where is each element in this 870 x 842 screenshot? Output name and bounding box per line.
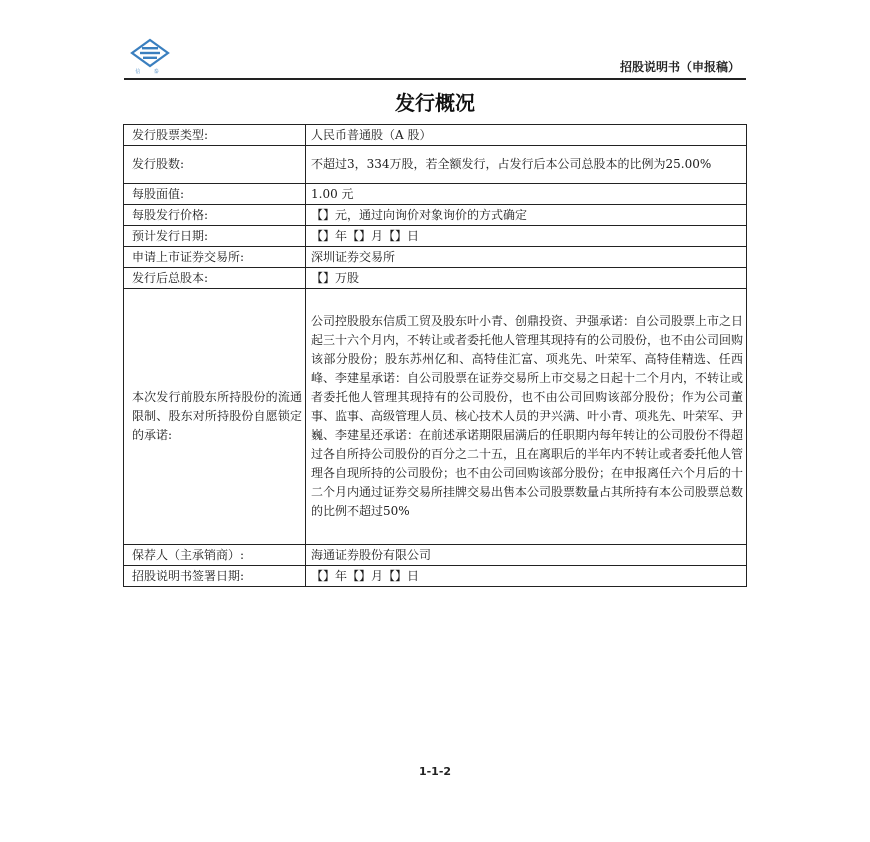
row-value: 【】元，通过向询价对象询价的方式确定 <box>306 205 747 226</box>
row-value: 公司控股股东信质工贸及股东叶小青、创鼎投资、尹强承诺：自公司股票上市之日起三十六个月内，不转让或者委托他人管理其现持有的公司股份，也不由公司回购该部分股份；股东苏州亿和、高特佳汇富、项兆先、叶荣军、高特佳精选、任西峰、李建星承诺：自公司股票在证券交易所上市交易之日起十二个月内，不转让或者委托他人管理其现持有的公司股份，也不由公司回购该部分股份；作为公司董事、监事、高级管理人员、核心技术人员的尹兴满、叶小青、项兆先、叶荣军、尹巍、李建星还承诺：在前述承诺期限届满后的任职期内每年转让的公司股份不得超过各自所持公司股份的百分之二十五，且在离职后的半年内不转让或者委托他人管理各自现所持的公司股份；也不由公司回购该部分股份；在申报离任六个月后的十二个月内通过证券交易所挂牌交易出售本公司股票数量占其所持有本公司股票总数的比例不超过50% <box>306 289 747 545</box>
row-label: 发行后总股本: <box>124 268 306 289</box>
table-row <box>124 226 747 247</box>
row-label: 本次发行前股东所持股份的流通限制、股东对所持股份自愿锁定的承诺: <box>124 289 306 545</box>
page-title: 发行概况 <box>395 91 475 115</box>
table-row <box>124 545 747 566</box>
table-row <box>124 184 747 205</box>
row-value: 人民币普通股（A 股） <box>306 125 747 146</box>
document-type-label: 招股说明书（申报稿） <box>619 60 740 74</box>
row-value: 【】万股 <box>306 268 747 289</box>
row-value: 海通证券股份有限公司 <box>306 545 747 566</box>
row-label: 预计发行日期: <box>124 226 306 247</box>
row-label: 保荐人（主承销商）: <box>124 545 306 566</box>
row-value: 【】年【】月【】日 <box>306 226 747 247</box>
table-row <box>124 566 747 587</box>
company-logo <box>128 38 172 76</box>
row-label: 每股发行价格: <box>124 205 306 226</box>
row-label: 申请上市证券交易所: <box>124 247 306 268</box>
company-logo-icon <box>128 38 172 68</box>
logo-text: 信 泰 <box>135 69 165 75</box>
offering-overview-table <box>123 124 747 587</box>
row-value: 1.00 元 <box>306 184 747 205</box>
table-row <box>124 289 747 545</box>
header-divider <box>124 78 746 80</box>
row-label: 招股说明书签署日期: <box>124 566 306 587</box>
row-value: 【】年【】月【】日 <box>306 566 747 587</box>
table-row <box>124 146 747 184</box>
row-label: 发行股数: <box>124 146 306 184</box>
table-row <box>124 205 747 226</box>
table-row <box>124 125 747 146</box>
row-label: 每股面值: <box>124 184 306 205</box>
table-row <box>124 268 747 289</box>
page-number: 1-1-2 <box>418 765 452 778</box>
row-value: 深圳证券交易所 <box>306 247 747 268</box>
table-row <box>124 247 747 268</box>
row-label: 发行股票类型: <box>124 125 306 146</box>
row-value: 不超过3，334万股，若全额发行，占发行后本公司总股本的比例为25.00% <box>306 146 747 184</box>
